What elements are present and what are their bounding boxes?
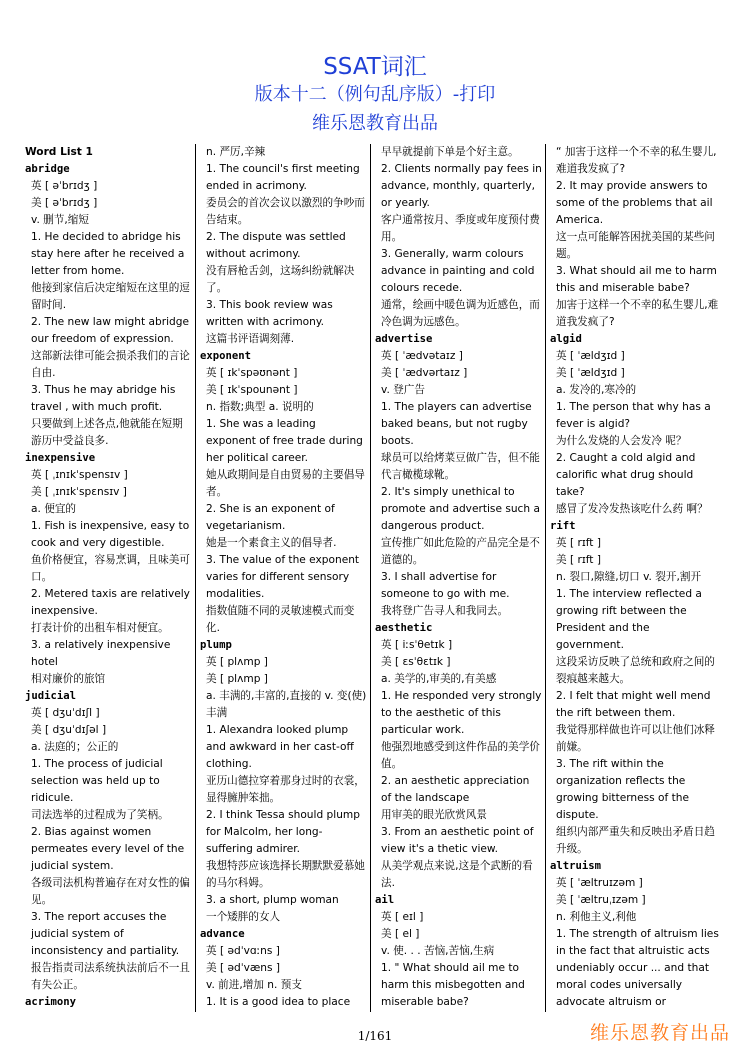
entry-line: 3. This book review was written with acrimony. [206,299,333,328]
entry-line: 1. He responded very strongly to the aesthetic of this particular work. [381,690,542,736]
entry-line: 用审美的眼光欣赏风景 [381,809,487,821]
entry-line: 1. Alexandra looked plump and awkward in her cast-off clothing. [206,724,354,770]
entry-line: v. 前进,增加 n. 预支 [206,979,302,991]
vocab-headword: abridge [25,163,70,175]
vocab-headword: algid [550,333,582,345]
entry-line: 美 [ ˈædvərtaɪz ] [381,367,468,379]
entry-line: 为什么发烧的人会发冷 呢？ [556,435,687,447]
column-divider [195,144,196,1012]
entry-line: 从美学观点来说,这是个武断的看法. [381,860,533,889]
entry-line: 2. I felt that might well mend the rift between them. [556,690,711,719]
entry-line: 美 [ ˈældʒɪd ] [556,367,625,379]
entry-line: 3. From an aesthetic point of view it's a thetic view. [381,826,534,855]
entry-line: 只要做到上述各点,他就能在短期游历中受益良多. [31,418,183,447]
entry-line: 英 [ ˈædvətaɪz ] [381,350,463,362]
entry-line: 早早就提前下单是个好主意。 [381,146,519,158]
entry-line: 打表计价的出租车相对便宜。 [31,622,169,634]
entry-line: 亚历山德拉穿着那身过时的衣裳，显得臃肿笨拙。 [206,775,365,804]
entry-line: 美 [ ədˈvæns ] [206,962,281,974]
vocab-headword: acrimony [25,996,77,1008]
column-divider [370,144,371,1012]
entry-line: 各级司法机构普遍存在对女性的偏见。 [31,877,190,906]
page-subtitle: 版本十二（例句乱序版）-打印 [254,84,496,105]
entry-line: 英 [ plʌmp ] [206,656,268,668]
entry-line: 1. The person that why has a fever is algid? [556,401,711,430]
entry-line: 3. Thus he may abridge his travel , with much profit. [31,384,176,413]
entry-line: 球员可以给烤菜豆做广告，但不能代言橄榄球靴。 [381,452,540,481]
entry-line: 1. The players can advertise baked beans, but not rugby boots. [381,401,532,447]
word-list-heading: Word List 1 [25,146,93,158]
vocab-headword: inexpensive [25,452,96,464]
entry-line: 英 [ rɪft ] [556,537,601,549]
entry-line: 美 [ ˌɪnɪkˈspɛnsɪv ] [31,486,127,498]
entry-line: 相对廉价的旅馆 [31,673,106,685]
entry-line: 宣传推广如此危险的产品完全是不道德的。 [381,537,540,566]
vocab-headword: judicial [25,690,77,702]
entry-line: 他强烈地感受到这件作品的美学价值。 [381,741,540,770]
entry-line: 3. The value of the exponent varies for different sensory modalities. [206,554,360,600]
entry-line: n. 裂口,隙缝,切口 v. 裂开,割开 [556,571,702,583]
entry-line: 加害于这样一个不幸的私生婴儿,难道我发疯了? [556,299,719,328]
entry-line: a. 便宜的 [31,503,77,515]
entry-line: 3. a relatively inexpensive hotel [31,639,171,668]
entry-line [25,1011,191,1012]
entry-line: 美 [ ˈæltruˌɪzəm ] [556,894,646,906]
entry-line: 这篇书评语调刻薄. [206,333,295,345]
entry-line: 1. It is a good idea to place [206,996,351,1008]
entry-line: 2. It's simply unethical to promote and advertise such a dangerous product. [381,486,540,532]
entry-line: n. 指数;典型 a. 说明的 [206,401,314,413]
vocab-headword: exponent [200,350,252,362]
watermark: 维乐恩教育出品 [590,1022,731,1044]
vocab-headword: advance [200,928,245,940]
entry-line: 2. I think Tessa should plump for Malcolm, her long-suffering admirer. [206,809,360,855]
entry-line: 感冒了发冷发热该吃什么药 啊？ [556,503,708,515]
entry-line: n. 利他主义,利他 [556,911,637,923]
entry-line: “ 加害于这样一个不幸的私生婴儿,难道我发疯了? [556,146,717,175]
entry-line: v. 登广告 [381,384,425,396]
entry-line: 2. Caught a cold algid and calorific what drug should take? [556,452,696,498]
entry-line: 1. He decided to abridge his stay here after he received a letter from home. [31,231,185,277]
entry-line: 报告指责司法系统执法前后不一且有失公正。 [31,962,190,991]
vocab-headword: aesthetic [375,622,433,634]
entry-line: 美 [ el ] [381,928,420,940]
entry-line: 1. The interview reflected a growing rift between the President and the government. [556,588,702,651]
entry-line: 1. She was a leading exponent of free trade during her political career. [206,418,363,464]
entry-line: 美 [ plʌmp ] [206,673,268,685]
entry-line: a. 法庭的；公正的 [31,741,119,753]
entry-line: 英 [ ˈældʒɪd ] [556,350,625,362]
entry-line: 美 [ dʒuˈdɪʃəl ] [31,724,107,736]
entry-line: v. 删节,缩短 [31,214,89,226]
vocab-headword: altruism [550,860,602,872]
entry-line: 3. The report accuses the judicial system of inconsistency and partiality. [31,911,180,957]
entry-line: 鱼价格便宜，容易烹调，且味美可口。 [31,554,190,583]
text-column-2 [200,144,368,1012]
entry-line: 美 [ rɪft ] [556,554,601,566]
page-number: 1/161 [357,1029,393,1043]
vocab-headword: plump [200,639,232,651]
entry-line: 3. What should ail me to harm this and miserable babe? [556,265,717,294]
entry-line: 1. The strength of altruism lies in the fact that altruistic acts undeniably occur ... and that moral codes universally advocate altruism or [556,928,719,1008]
entry-line: 她是一个素食主义的倡导者. [206,537,337,549]
entry-line: 3. The rift within the organization reflects the growing bitterness of the dispute. [556,758,690,821]
entry-line: 3. I shall advertise for someone to go with me. [381,571,510,600]
entry-line: 2. The dispute was settled without acrimony. [206,231,346,260]
entry-line: 通常，绘画中暖色调为近感色，而冷色调为远感色。 [381,299,540,328]
entry-line: 这部新法律可能会损杀我们的言论自由. [31,350,190,379]
entry-line: 一个矮胖的女人 [206,911,281,923]
text-column-4 [550,144,720,1012]
entry-line: 英 [ iːsˈθetɪk ] [381,639,453,651]
entry-line: 3. Generally, warm colours advance in painting and cold colours recede. [381,248,535,294]
text-column-1 [25,144,191,1012]
entry-line: 2. Metered taxis are relatively inexpensive. [31,588,190,617]
entry-line: 美 [ ɛsˈθɛtɪk ] [381,656,451,668]
vocab-headword: rift [550,520,576,532]
entry-line: 1. " What should ail me to harm this misbegotten and miserable babe? [381,962,525,1008]
entry-line: 英 [ ˌɪnɪkˈspensɪv ] [31,469,128,481]
page-title: SSAT词汇 [323,54,427,80]
entry-line: 2. It may provide answers to some of the problems that ail America. [556,180,713,226]
entry-line: 美 [ ɪkˈspounənt ] [206,384,298,396]
entry-line: 我将登广告寻人和我同去。 [381,605,509,617]
entry-line: 这一点可能解答困扰美国的某些问题。 [556,231,715,260]
publisher-line: 维乐恩教育出品 [312,113,438,134]
entry-line: 1. The council's first meeting ended in acrimony. [206,163,360,192]
entry-line: 英 [ eɪl ] [381,911,424,923]
entry-line: a. 发冷的,寒冷的 [556,384,637,396]
entry-line: 2. The new law might abridge our freedom of expression. [31,316,189,345]
text-column-3 [375,144,542,1012]
entry-line: 组织内部严重失和反映出矛盾日趋升级。 [556,826,715,855]
entry-line: 1. The process of judicial selection was held up to ridicule. [31,758,163,804]
entry-line: 2. Bias against women permeates every level of the judicial system. [31,826,185,872]
entry-line: 1. Fish is inexpensive, easy to cook and very digestible. [31,520,190,549]
entry-line: 客户通常按月、季度或年度预付费用。 [381,214,540,243]
entry-line: 英 [ əˈbrɪdʒ ] [31,180,98,192]
entry-line: 美 [ əˈbrɪdʒ ] [31,197,98,209]
vocab-headword: ail [375,894,395,906]
entry-line: 委员会的首次会议以激烈的争吵而告结束。 [206,197,365,226]
entry-line: 我想特莎应该选择长期默默爱慕她的马尔科姆。 [206,860,365,889]
entry-line: 英 [ ɪkˈspəʊnənt ] [206,367,298,379]
entry-line: 3. a short, plump woman [206,894,339,906]
entry-line: 没有唇枪舌剑，这场纠纷就解决了。 [206,265,355,294]
entry-line: 这段采访反映了总统和政府之间的裂痕越来越大。 [556,656,715,685]
entry-line: 我觉得那样做也许可以让他们冰释前嫌。 [556,724,715,753]
entry-line: 英 [ ədˈvɑːns ] [206,945,280,957]
entry-line: 司法选举的过程成为了笑柄。 [31,809,169,821]
column-divider [545,144,546,1012]
entry-line: 英 [ dʒuˈdɪʃl ] [31,707,100,719]
entry-line: 指数值随不同的灵敏速模式而变化. [206,605,355,634]
vocab-headword: advertise [375,333,433,345]
entry-line: 2. She is an exponent of vegetarianism. [206,503,335,532]
entry-line: v. 使. . . 苦恼,苦恼,生病 [381,945,495,957]
entry-line: a. 美学的,审美的,有美感 [381,673,497,685]
entry-line: 2. an aesthetic appreciation of the landscape [381,775,530,804]
entry-line: 她从政期间是自由贸易的主要倡导者。 [206,469,365,498]
entry-line: 2. Clients normally pay fees in advance, monthly, quarterly, or yearly. [381,163,542,209]
entry-line: a. 丰满的,丰富的,直接的 v. 变(使)丰满 [206,690,367,719]
entry-line: 英 [ ˈæltruɪzəm ] [556,877,643,889]
entry-line: 他接到家信后决定缩短在这里的逗留时间. [31,282,190,311]
entry-line: n. 严厉,辛辣 [206,146,266,158]
